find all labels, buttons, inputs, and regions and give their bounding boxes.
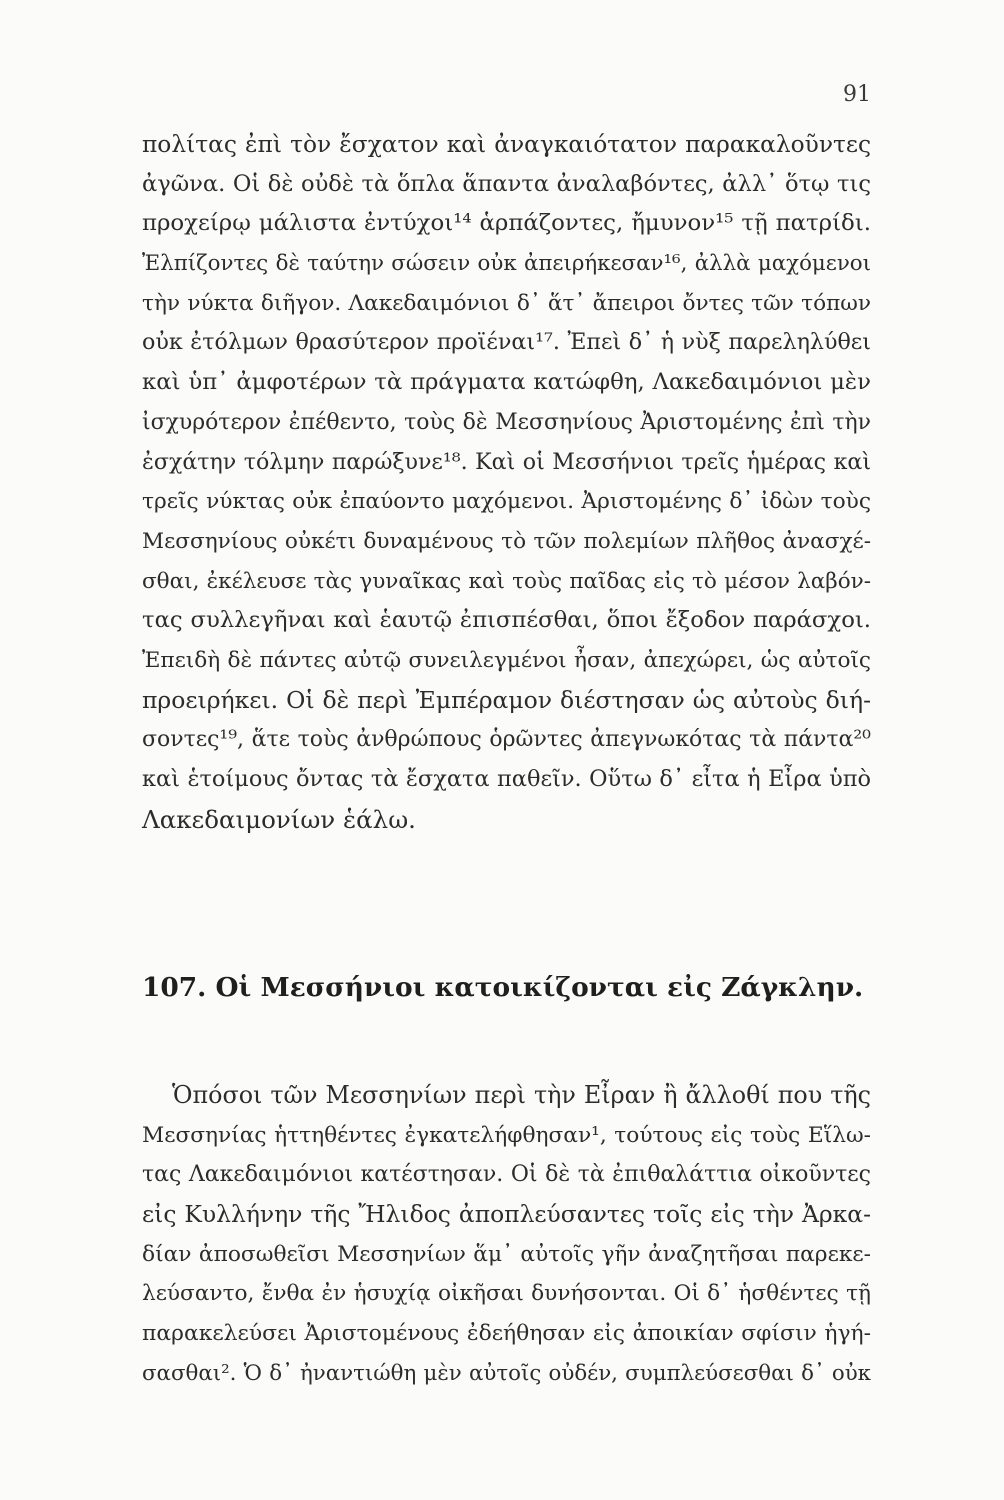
- text-line: δίαν ἀποσωθεῖσι Μεσσηνίων ἅμ᾽ αὐτοῖς γῆν ἀναζητῆσαι παρεκε-: [142, 1241, 871, 1267]
- text-line: προειρήκει. Οἱ δὲ περὶ Ἐμπέραμον διέστησαν ὡς αὐτοὺς διή-: [142, 685, 871, 714]
- text-line: οὐκ ἐτόλμων θρασύτερον προϊέναι¹⁷. Ἐπεὶ δ᾽ ἡ νὺξ παρεληλύθει: [142, 329, 871, 356]
- text-line: τὴν νύκτα διῆγον. Λακεδαιμόνιοι δ᾽ ἅτ᾽ ἄπειροι ὄντες τῶν τόπων: [142, 290, 871, 316]
- text-line: τας συλλεγῆναι καὶ ἑαυτῷ ἐπισπέσθαι, ὅποι ἔξοδον παράσχοι.: [142, 607, 871, 634]
- text-line: ἀγῶνα. Οἱ δὲ οὐδὲ τὰ ὅπλα ἅπαντα ἀναλαβόντες, ἀλλ᾽ ὅτῳ τις: [142, 170, 871, 197]
- text-line: πολίτας ἐπὶ τὸν ἔσχατον καὶ ἀναγκαιότατον παρακαλοῦντες: [142, 131, 871, 158]
- paragraph-2: [142, 1076, 871, 1394]
- text-line: προχείρῳ μάλιστα ἐντύχοι¹⁴ ἁρπάζοντες, ἤμυνον¹⁵ τῇ πατρίδι.: [142, 210, 871, 237]
- text-line: σοντες¹⁹, ἅτε τοὺς ἀνθρώπους ὁρῶντες ἀπεγνωκότας τὰ πάντα²⁰: [142, 727, 871, 753]
- text-line: Μεσσηνίους οὐκέτι δυναμένους τὸ τῶν πολεμίων πλῆθος ἀνασχέ-: [142, 528, 871, 554]
- text-line: καὶ ἑτοίμους ὄντας τὰ ἔσχατα παθεῖν. Οὕτω δ᾽ εἶτα ἡ Εἶρα ὑπὸ: [142, 766, 871, 792]
- text-line: τρεῖς νύκτας οὐκ ἐπαύοντο μαχόμενοι. Ἀριστομένης δ᾽ ἰδὼν τοὺς: [142, 489, 871, 515]
- text-line: Ἐλπίζοντες δὲ ταύτην σώσειν οὐκ ἀπειρήκεσαν¹⁶, ἀλλὰ μαχόμενοι: [142, 251, 871, 277]
- text-line: Λακεδαιμονίων ἑάλω.: [142, 804, 416, 834]
- text-line: εἰς Κυλλήνην τῆς Ἤλιδος ἀποπλεύσαντες τοῖς εἰς τὴν Ἀρκα-: [142, 1200, 871, 1229]
- text-line: σθαι, ἐκέλευσε τὰς γυναῖκας καὶ τοὺς παῖδας εἰς τὸ μέσον λαβόν-: [142, 568, 871, 594]
- text-line: Ἐπειδὴ δὲ πάντες αὐτῷ συνειλεγμένοι ἦσαν, ἀπεχώρει, ὡς αὐτοῖς: [142, 647, 871, 673]
- text-line: καὶ ὑπ᾽ ἀμφοτέρων τὰ πράγματα κατώφθη, Λακεδαιμόνιοι μὲν: [142, 369, 871, 396]
- text-line: ἰσχυρότερον ἐπέθεντο, τοὺς δὲ Μεσσηνίους Ἀριστομένης ἐπὶ τὴν: [142, 409, 871, 435]
- text-line: Ὁπόσοι τῶν Μεσσηνίων περὶ τὴν Εἶραν ἢ ἄλλοθί που τῆς: [172, 1081, 871, 1109]
- paragraph-1: [142, 125, 871, 839]
- text-line: παρακελεύσει Ἀριστομένους ἐδεήθησαν εἰς ἀποικίαν σφίσιν ἡγή-: [142, 1321, 871, 1347]
- page-number: 91: [843, 82, 871, 107]
- text-line: Μεσσηνίας ἡττηθέντες ἐγκατελήφθησαν¹, τούτους εἰς τοὺς Εἵλω-: [142, 1122, 871, 1148]
- text-line: ἐσχάτην τόλμην παρώξυνε¹⁸. Καὶ οἱ Μεσσήνιοι τρεῖς ἡμέρας καὶ: [142, 448, 871, 475]
- text-line: τας Λακεδαιμόνιοι κατέστησαν. Οἱ δὲ τὰ ἐπιθαλάττια οἰκοῦντες: [142, 1162, 871, 1188]
- text-line: λεύσαντο, ἔνθα ἐν ἡσυχίᾳ οἰκῆσαι δυνήσονται. Οἱ δ᾽ ἡσθέντες τῇ: [142, 1281, 871, 1307]
- section-heading: 107. Οἱ Μεσσήνιοι κατοικίζονται εἰς Ζάγκλην.: [142, 972, 864, 1003]
- text-line: σασθαι². Ὁ δ᾽ ἠναντιώθη μὲν αὐτοῖς οὐδέν, συμπλεύσεσθαι δ᾽ οὐκ: [142, 1360, 871, 1386]
